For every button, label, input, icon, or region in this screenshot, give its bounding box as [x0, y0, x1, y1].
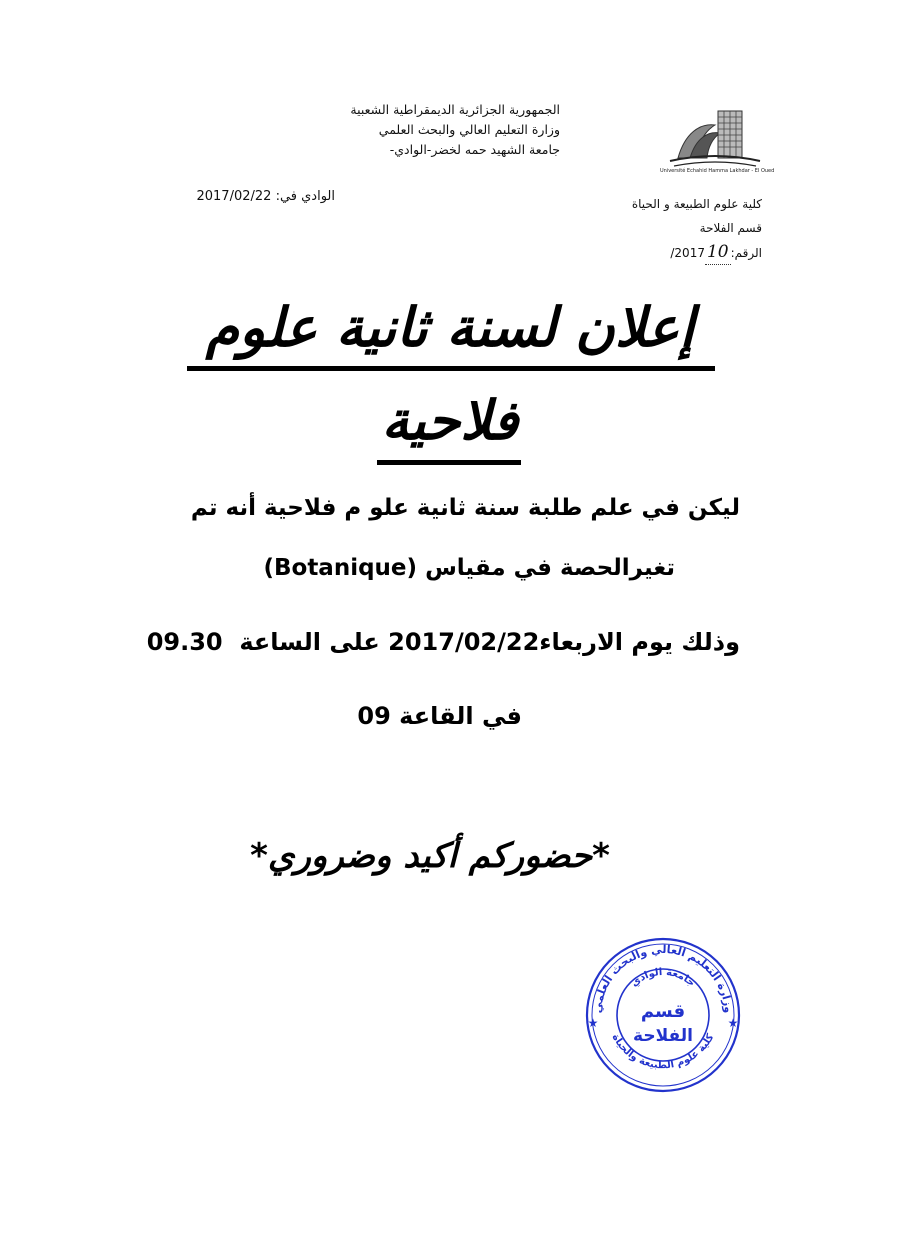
- university-line: جامعة الشهيد حمه لخضر-الوادي-: [389, 142, 560, 157]
- module-name: (Botanique): [263, 555, 418, 581]
- body-line-2: [200, 555, 675, 581]
- logo-caption: Université Echahid Hamma Lakhdar - El Oued: [660, 168, 775, 174]
- reference-line: [560, 240, 762, 265]
- svg-text:★: ★: [587, 1016, 599, 1030]
- body-line-3: [100, 628, 740, 656]
- session-time: 09.30: [146, 628, 223, 656]
- room-line: في القاعة 09: [357, 702, 522, 730]
- announcement-title-line-2: فلاحية: [381, 389, 519, 452]
- svg-text:★: ★: [727, 1016, 739, 1030]
- header-institution-block: [330, 100, 560, 160]
- date-line: [120, 189, 335, 204]
- day-text: وذلك يوم الاربعاء: [539, 628, 740, 656]
- closing-note: *حضوركم أكيد وضروري*: [250, 836, 610, 876]
- reference-number: 10: [705, 240, 731, 265]
- announcement-title-line-1: إعلان لسنة ثانية علوم: [205, 296, 695, 359]
- schedule-change-text: تغيرالحصة في مقياس: [425, 555, 675, 581]
- republic-line: الجمهورية الجزائرية الديمقراطية الشعبية: [350, 102, 560, 117]
- faculty-block: [560, 192, 762, 265]
- svg-text:جامعة الوادي: جامعة الوادي: [629, 966, 697, 990]
- svg-text:وزارة التعليم العالي والبحث ال: وزارة التعليم العالي والبحث العلمي: [590, 942, 736, 1014]
- faculty-line: كلية علوم الطبيعة و الحياة: [631, 197, 762, 211]
- time-label: على الساعة: [239, 628, 380, 656]
- svg-text:الفلاحة: الفلاحة: [633, 1026, 693, 1046]
- svg-text:كلية علوم الطبيعة والحياة: كلية علوم الطبيعة والحياة: [609, 1032, 717, 1072]
- title-underline-2: [377, 460, 521, 465]
- date-value: 2017/02/22: [196, 189, 272, 204]
- session-date: 2017/02/22: [388, 628, 540, 656]
- title-underline-1: [187, 366, 715, 371]
- body-line-1: ليكن في علم طلبة سنة ثانية علو م فلاحية أنه تم: [190, 495, 740, 521]
- svg-text:قسم: قسم: [640, 1001, 686, 1022]
- ministry-line: وزارة التعليم العالي والبحث العلمي: [378, 122, 560, 137]
- department-stamp: [583, 935, 743, 1095]
- reference-label: الرقم:: [730, 246, 762, 260]
- department-line: قسم الفلاحة: [699, 221, 762, 235]
- reference-year: 2017/: [670, 246, 705, 260]
- date-label: الوادي في:: [275, 189, 335, 204]
